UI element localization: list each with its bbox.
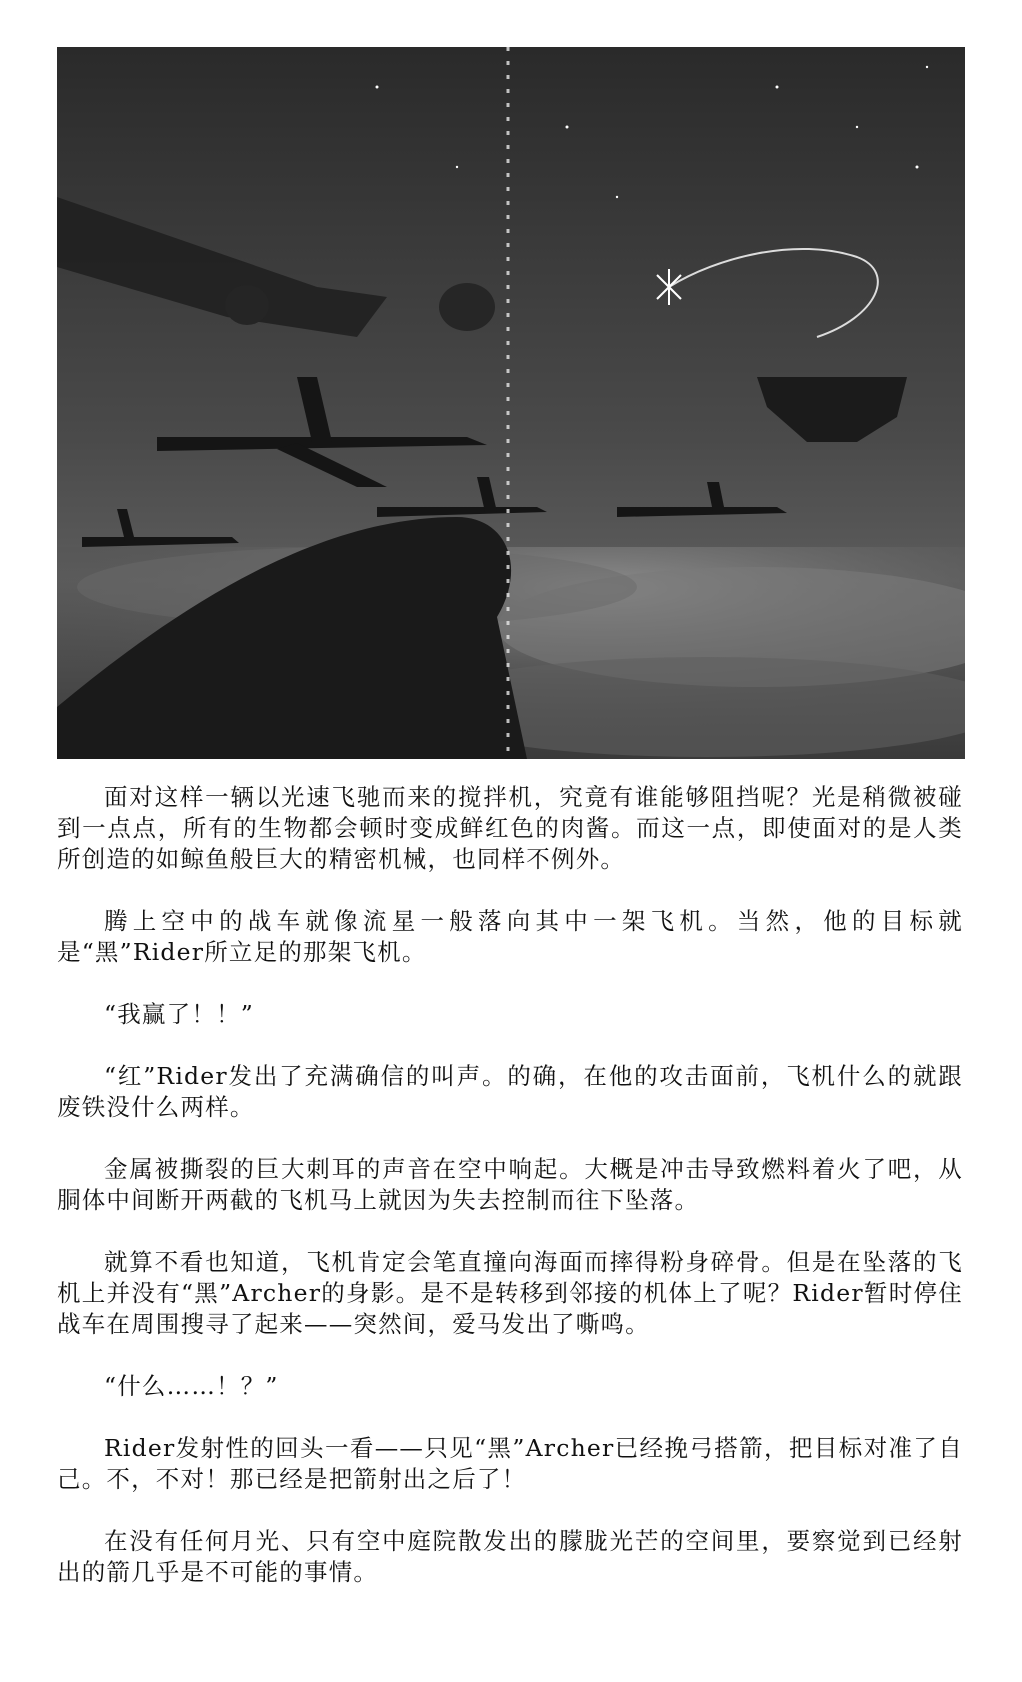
paragraph: “红”Rider发出了充满确信的叫声。的确，在他的攻击面前，飞机什么的就跟废铁没什么两样。 — [57, 1062, 963, 1121]
paragraph: 金属被撕裂的巨大刺耳的声音在空中响起。大概是冲击导致燃料着火了吧，从胴体中间断开两截的飞机马上就因为失去控制而往下坠落。 — [57, 1155, 963, 1214]
paragraph: Rider发射性的回头一看——只见“黑”Archer已经挽弓搭箭，把目标对准了自己。不，不对！那已经是把箭射出之后了！ — [57, 1434, 963, 1493]
paragraph: 腾上空中的战车就像流星一般落向其中一架飞机。当然，他的目标就是“黑”Rider所立足的那架飞机。 — [57, 907, 963, 966]
article-text — [57, 782, 963, 1619]
night-sky-airplanes-illustration-icon — [57, 47, 965, 759]
paragraph: 在没有任何月光、只有空中庭院散发出的朦胧光芒的空间里，要察觉到已经射出的箭几乎是不可能的事情。 — [57, 1527, 963, 1586]
illustration — [57, 47, 965, 759]
paragraph-dialogue: “我赢了！！” — [104, 1000, 254, 1028]
paragraph: 面对这样一辆以光速飞驰而来的搅拌机，究竟有谁能够阻挡呢？光是稍微被碰到一点点，所有的生物都会顿时变成鲜红色的肉酱。而这一点，即使面对的是人类所创造的如鲸鱼般巨大的精密机械，也同样不例外。 — [57, 783, 963, 873]
paragraph-dialogue: “什么……！？” — [104, 1372, 279, 1400]
paragraph: 就算不看也知道，飞机肯定会笔直撞向海面而摔得粉身碎骨。但是在坠落的飞机上并没有“黑”Archer的身影。是不是转移到邻接的机体上了呢？Rider暂时停住战车在周围搜寻了起来——突然间，爱马发出了嘶鸣。 — [57, 1248, 963, 1338]
